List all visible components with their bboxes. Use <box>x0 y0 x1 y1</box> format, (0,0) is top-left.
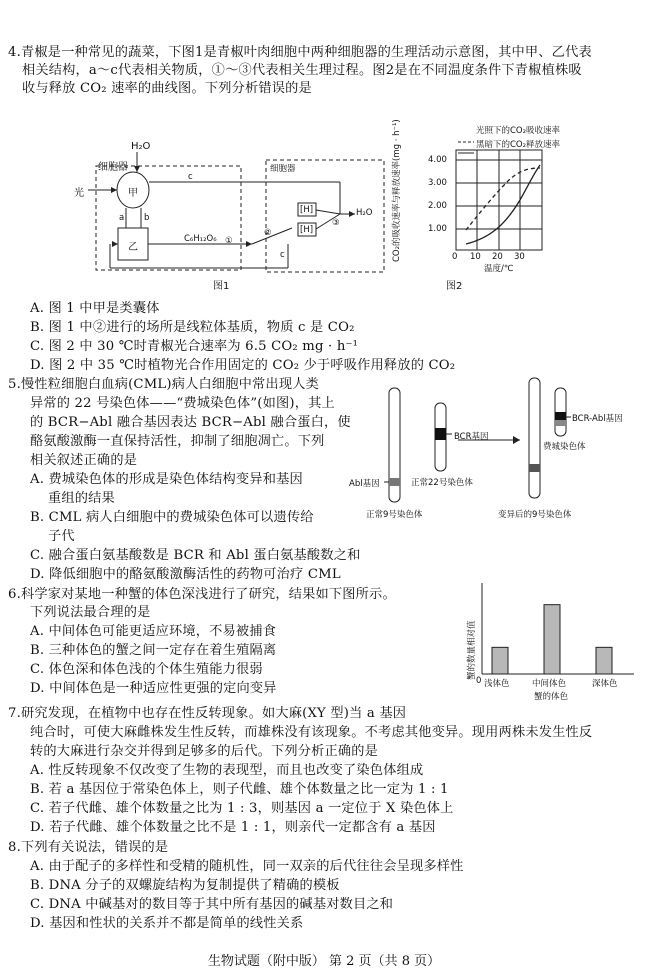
q5-stem-line-2: 异常的 22 号染色体——“费城染色体”(如图)，其上 <box>30 396 335 411</box>
q7-line-2: 纯合时，可使大麻雌株发生性反转，而雄株没有该现象。不考虑其他变异。现用两株未发生性反 <box>30 725 593 740</box>
fig2-legend-dark: 黑暗下的CO₂释放速率 <box>476 140 561 150</box>
fig1-jia: 甲 <box>128 188 138 199</box>
fig1-h-bottom: [H] <box>300 225 314 235</box>
fig2-ytick: 4.00 <box>428 155 447 165</box>
q6-option-a: A. 中间体色可能更适应环境，不易被捕食 <box>30 624 277 639</box>
q5-option-a: A. 费城染色体的形成是染色体结构变异和基因 <box>30 472 303 487</box>
q4-option-b: B. 图 1 中②进行的场所是线粒体基质，物质 c 是 CO₂ <box>30 320 355 335</box>
q5-option-c: C. 融合蛋白氨基酸数是 BCR 和 Abl 蛋白氨基酸数之和 <box>30 548 361 563</box>
q5-option-b-cont: 子代 <box>48 529 75 544</box>
q4-stem-line-2: 相关结构，a～c代表相关物质，①～③代表相关生理过程。图2是在不同温度条件下青椒植株吸 <box>22 63 582 78</box>
fig1-caption: 图1 <box>213 281 230 292</box>
fig1-process-3: ③ <box>332 218 340 228</box>
fig1-h-top: [H] <box>300 205 314 215</box>
q5-stem-line-5: 相关叙述正确的是 <box>30 453 138 468</box>
fig1-h2o-right: H₂O <box>356 208 373 218</box>
q4-stem-line-3: 收与释放 CO₂ 速率的曲线图。下列分析错误的是 <box>22 81 312 96</box>
q6-chart-xtick: 深体色 <box>592 679 618 689</box>
q5-option-a-cont: 重组的结果 <box>48 491 115 506</box>
fig1-yi: 乙 <box>128 242 138 253</box>
fig1-light: 光 <box>74 188 84 199</box>
q8-option-b: B. DNA 分子的双螺旋结构为复制提供了精确的模板 <box>30 878 340 893</box>
bar-3 <box>596 647 612 674</box>
label-abl-gene: Abl基因 <box>349 479 380 489</box>
fig2-caption: 图2 <box>446 281 463 292</box>
q7-line-1: 7.研究发现，在植物中也存在性反转现象。如大麻(XY 型)当 a 基因 <box>8 706 407 721</box>
fig2-ylabel: CO₂的吸收速率与释放速率(mg · h⁻¹) <box>392 119 402 262</box>
q4-stem-line-1: 4.青椒是一种常见的蔬菜，下图1是青椒叶肉细胞中两种细胞器的生理活动示意图，其中甲、乙代表 <box>8 45 592 60</box>
q8-stem: 8.下列有关说法，错误的是 <box>8 840 169 855</box>
fig2-xtick: 0 <box>452 252 458 262</box>
fig1-mito-label: 细胞器 <box>270 164 296 174</box>
q6-stem-line-2: 下列说法最合理的是 <box>30 605 151 620</box>
label-normal-22: 正常22号染色体 <box>411 478 473 488</box>
q4-option-d: D. 图 2 中 35 ℃时植物光合作用固定的 CO₂ 少于呼吸作用释放的 CO₂ <box>30 358 456 373</box>
q7-option-d: D. 若子代雌、雄个体数量之比不是 1 : 1，则亲代一定都含有 a 基因 <box>30 820 436 835</box>
q5-option-d: D. 降低细胞中的酪氨酸激酶活性的药物可治疗 CML <box>30 567 341 582</box>
fig1-process-2: ② <box>264 228 272 238</box>
q6-chart-ylabel: 蟹的数量相对值 <box>467 620 477 680</box>
q6-chart-xtick: 中间体色 <box>532 679 567 689</box>
q5-stem-line-1: 5.慢性粒细胞白血病(CML)病人白细胞中常出现人类 <box>8 377 319 392</box>
label-altered-9: 变异后的9号染色体 <box>498 510 572 520</box>
fig2-xtick: 20 <box>492 252 503 262</box>
bar-2 <box>544 605 560 674</box>
q5-stem-line-3: 的 BCR−Abl 融合基因表达 BCR−Abl 融合蛋白，使 <box>30 415 351 430</box>
fig1-glucose: C₆H₁₂O₆ <box>184 234 217 244</box>
fig1-a: a <box>119 213 125 223</box>
q6-option-c: C. 体色深和体色浅的个体生殖能力很弱 <box>30 662 263 677</box>
fig1-c-bottom: c <box>280 250 285 260</box>
fig1-h2o-top: H₂O <box>131 141 151 152</box>
fig1-c-top: c <box>188 172 193 182</box>
q8-option-c: C. DNA 中碱基对的数目等于其中所有基因的碱基对数目之和 <box>30 897 394 912</box>
fig2-xlabel: 温度/℃ <box>484 264 514 274</box>
page-footer: 生物试题（附中版） 第 2 页（共 8 页） <box>207 954 441 969</box>
fig2-ytick: 1.00 <box>428 224 447 234</box>
q7-option-c: C. 若子代雌、雄个体数量之比为 1 : 3，则基因 a 一定位于 X 染色体上 <box>30 801 454 816</box>
q7-option-a: A. 性反转现象不仅改变了生物的表现型，而且也改变了染色体组成 <box>30 763 424 778</box>
q4-option-a: A. 图 1 中甲是类囊体 <box>30 301 160 316</box>
label-normal-9: 正常9号染色体 <box>366 510 423 520</box>
label-bcr-gene: BCR基因 <box>454 432 489 442</box>
fig1-process-1: ① <box>225 236 233 246</box>
q6-chart-xtick: 浅体色 <box>484 679 510 689</box>
fig2-xtick: 30 <box>514 252 525 262</box>
fig2-ytick: 2.00 <box>428 201 447 211</box>
q5-option-b: B. CML 病人白细胞中的费城染色体可以遗传给 <box>30 510 314 525</box>
q6-chart-origin: 0 <box>476 676 482 686</box>
q5-stem-line-4: 酪氨酸激酶一直保持活性，抑制了细胞凋亡。下列 <box>30 434 325 449</box>
label-philadelphia: 费城染色体 <box>543 442 586 452</box>
q8-option-a: A. 由于配子的多样性和受精的随机性，同一双亲的后代往往会呈现多样性 <box>30 859 464 874</box>
bar-1 <box>492 647 508 674</box>
q6-option-d: D. 中间体色是一种适应性更强的定向变异 <box>30 681 277 696</box>
label-bcr-abl-gene: BCR-Abl基因 <box>572 414 623 424</box>
q7-line-3: 转的大麻进行杂交并得到足够多的后代。下列分析正确的是 <box>30 744 379 759</box>
fig2-legend-light: 光照下的CO₂吸收速率 <box>476 126 561 136</box>
q6-chart-xlabel: 蟹的体色 <box>534 692 569 702</box>
fig2-ytick: 3.00 <box>428 178 447 188</box>
q6-option-b: B. 三种体色的蟹之间一定存在着生殖隔离 <box>30 643 277 658</box>
q6-stem-line-1: 6.科学家对某地一种蟹的体色深浅进行了研究，结果如下图所示。 <box>8 587 396 602</box>
q7-option-b: B. 若 a 基因位于常染色体上，则子代雌、雄个体数量之比一定为 1 : 1 <box>30 782 449 797</box>
fig1-b: b <box>144 213 150 223</box>
fig1-organelle-label: 细胞器 <box>98 162 128 173</box>
q4-option-c: C. 图 2 中 30 ℃时青椒光合速率为 6.5 CO₂ mg · h⁻¹ <box>30 339 359 354</box>
fig2-xtick: 10 <box>470 252 481 262</box>
q8-option-d: D. 基因和性状的关系并不都是简单的线性关系 <box>30 916 304 931</box>
